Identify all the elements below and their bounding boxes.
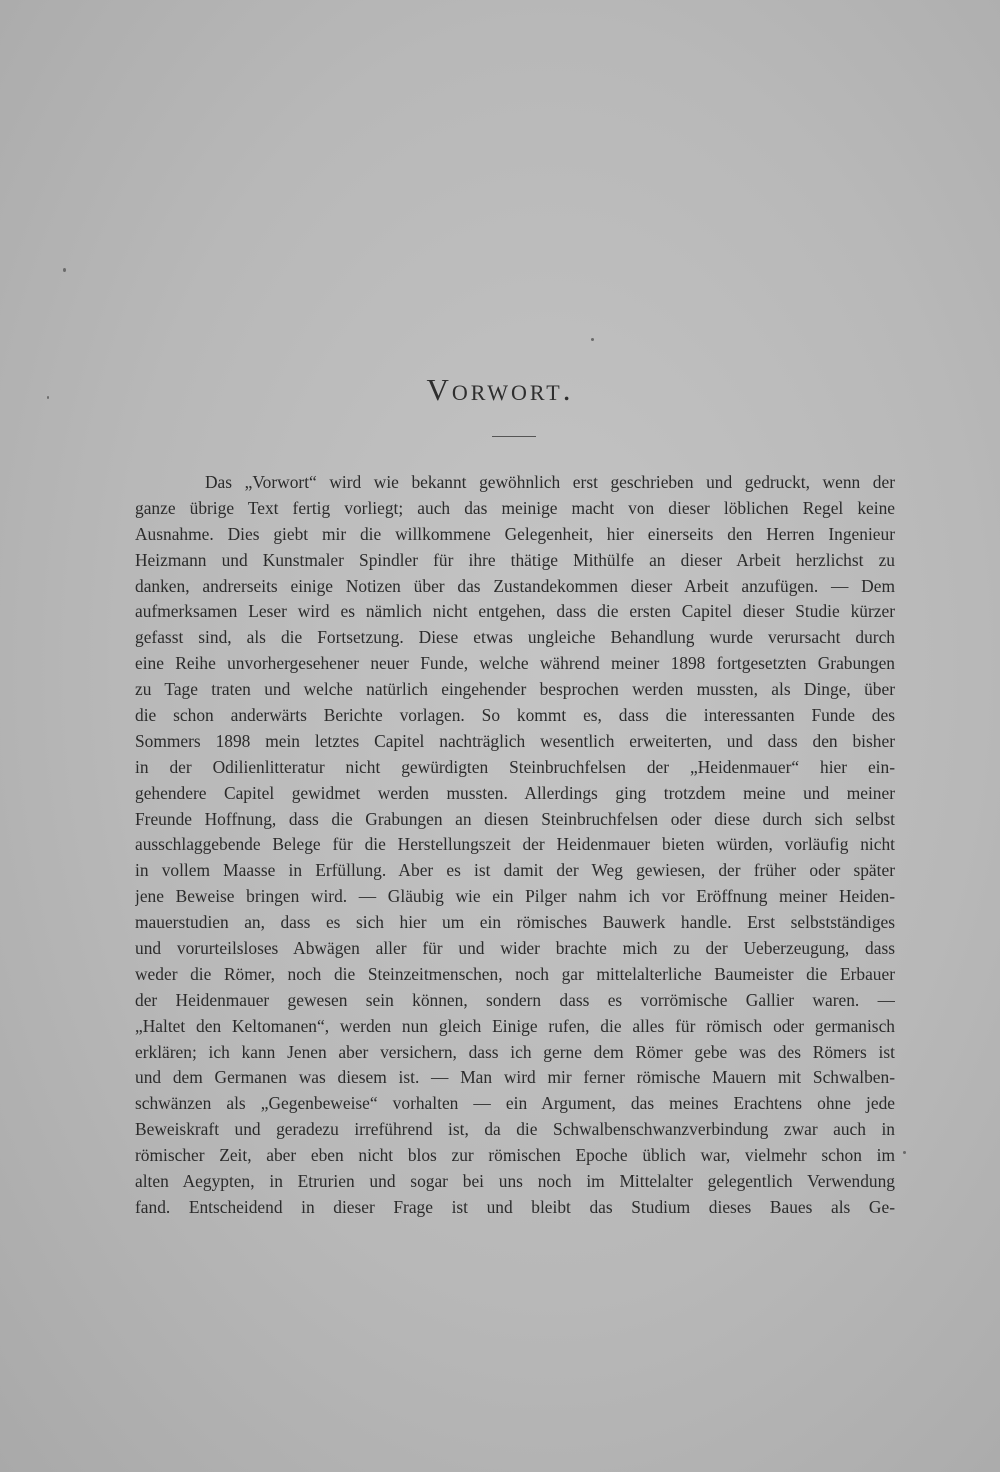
text-line: schwänzen als „Gegenbeweise“ vorhalten — ein Argument, das meines Erachtens ohne jede: [135, 1093, 895, 1114]
text-line: gefasst sind, als die Fortsetzung. Diese etwas ungleiche Behandlung wurde verursacht durch: [135, 627, 895, 648]
text-line: Das „Vorwort“ wird wie bekannt gewöhnlich erst geschrieben und gedruckt, wenn der: [205, 472, 895, 492]
text-line: und vorurteilsloses Abwägen aller für und wider brachte mich zu der Ueberzeugung, dass: [135, 938, 895, 959]
text-line: fand. Entscheidend in dieser Frage ist und bleibt das Studium dieses Baues als Ge-: [135, 1196, 895, 1217]
text-line: römischer Zeit, aber eben nicht blos zur römischen Epoche üblich war, vielmehr schon im: [135, 1145, 895, 1166]
text-line: alten Aegypten, in Etrurien und sogar bei uns noch im Mittelalter gelegentlich Verwendung: [135, 1171, 895, 1192]
text-line: Ausnahme. Dies giebt mir die willkommene Gelegenheit, hier einerseits den Herren Ingenieur: [135, 523, 895, 544]
text-line: eine Reihe unvorhergesehener neuer Funde, welche während meiner 1898 fortgesetzten Grabungen: [135, 653, 895, 674]
text-line: Freunde Hoffnung, dass die Grabungen an diesen Steinbruchfelsen oder diese durch sich selbst: [135, 808, 895, 829]
text-line: und dem Germanen was diesem ist. — Man wird mir ferner römische Mauern mit Schwalben-: [135, 1067, 895, 1088]
text-line: mauerstudien an, dass es sich hier um ein römisches Bauwerk handle. Erst selbstständiges: [135, 912, 895, 933]
text-line: „Haltet den Keltomanen“, werden nun gleich Einige rufen, die alles für römisch oder germanisch: [135, 1015, 895, 1036]
page-title: Vorwort.: [426, 372, 574, 407]
text-line: Heizmann und Kunstmaler Spindler für ihre thätige Mithülfe an dieser Arbeit herzlichst zu: [135, 549, 895, 570]
paper-speck: [591, 338, 594, 341]
text-line: in der Odilienlitteratur nicht gewürdigten Steinbruchfelsen der „Heidenmauer“ hier ein-: [135, 756, 895, 777]
text-line: gehendere Capitel gewidmet werden mussten. Allerdings ging trotzdem meine und meiner: [135, 782, 895, 803]
text-line: der Heidenmauer gewesen sein können, sondern dass es vorrömische Gallier waren. —: [135, 989, 895, 1010]
preface-paragraph: [135, 470, 895, 1221]
paper-speck: [903, 1151, 906, 1154]
text-line: Beweiskraft und geradezu irreführend ist, da die Schwalbenschwanzverbindung zwar auch in: [135, 1119, 895, 1140]
text-line: ausschlaggebende Belege für die Herstellungszeit der Heidenmauer bieten würden, vorläufig nicht: [135, 834, 895, 855]
paper-speck: [47, 396, 49, 399]
text-line: erklären; ich kann Jenen aber versichern, dass ich gerne dem Römer gebe was des Römers ist: [135, 1041, 895, 1062]
paper-speck: [63, 268, 66, 272]
text-line: Sommers 1898 mein letztes Capitel nachträglich wesentlich erweiterten, und dass den bisher: [135, 730, 895, 751]
text-line: die schon anderwärts Berichte vorlagen. So kommt es, dass die interessanten Funde des: [135, 705, 895, 726]
text-line: jene Beweise bringen wird. — Gläubig wie ein Pilger nahm ich vor Eröffnung meiner Heiden-: [135, 886, 895, 907]
text-line: ganze übrige Text fertig vorliegt; auch das meinige macht von dieser löblichen Regel keine: [135, 497, 895, 518]
text-line: aufmerksamen Leser wird es nämlich nicht entgehen, dass die ersten Capitel dieser Studie kürzer: [135, 601, 895, 622]
title-divider: [492, 436, 536, 437]
text-line: zu Tage traten und welche natürlich eingehender besprochen werden mussten, als Dinge, über: [135, 679, 895, 700]
text-line: weder die Römer, noch die Steinzeitmenschen, noch gar mittelalterliche Baumeister die Erbauer: [135, 963, 895, 984]
text-line: in vollem Maasse in Erfüllung. Aber es ist damit der Weg gewiesen, der früher oder später: [135, 860, 895, 881]
text-line: danken, andrerseits einige Notizen über das Zustandekommen dieser Arbeit anzufügen. — Dem: [135, 575, 895, 596]
